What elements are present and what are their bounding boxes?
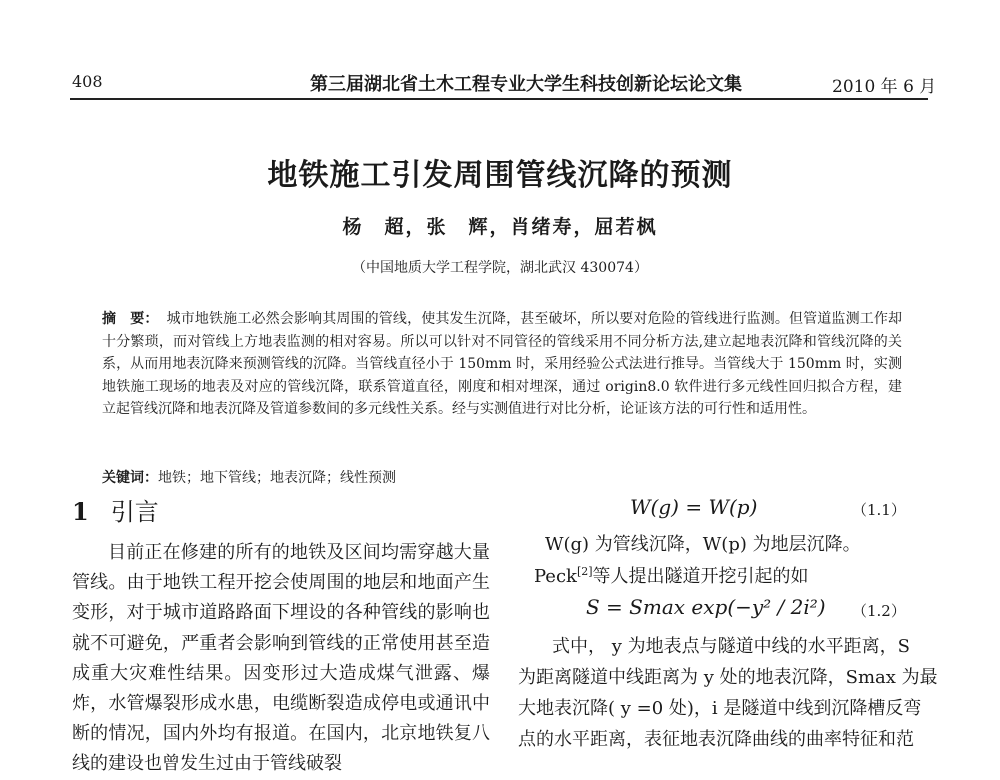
abstract — [102, 308, 902, 421]
right-line-1: 式中， y 为地表点与隧道中线的水平距离，S — [552, 636, 910, 657]
citation-ref: [2] — [576, 565, 593, 578]
equation-1: W(g) = W(p) — [630, 495, 758, 519]
abstract-label: 摘 要： — [102, 311, 159, 327]
right-line-3: 大地表沉降( y =0 处)，i 是隧道中线到沉降槽反弯 — [518, 698, 922, 719]
abstract-text: 城市地铁施工必然会影响其周围的管线，使其发生沉降，甚至破坏，所以要对危险的管线进行监测。但管道监测工作却十分繁琐，而对管线上方地表监测的相对容易。所以可以针对不同管径的管线采用不同分析方法,建立起地表沉降和管线沉降的关系，从而用地表沉降来预测管线的沉降。当管线直径小于 150mm 时，采用经验公式法进行推导。当管线大于 150mm 时，实测地铁施工现场的地表及对应的管线沉降，联系管道直径，刚度和相对埋深，通过 origin8.0 软件进行多元线性回归拟合方程，建立起管线沉降和地表沉降及管道参数间的多元线性关系。经与实测值进行对比分析，论证该方法的可行性和适用性。 — [102, 311, 903, 417]
equation-2-number: （1.2） — [852, 602, 906, 620]
peck-text: 等人提出隧道开挖引起的如 — [592, 566, 809, 587]
keywords — [102, 467, 396, 487]
issue-date: 2010 年 6 月 — [832, 77, 937, 97]
intro-paragraph: 目前正在修建的所有的地铁及区间均需穿越大量管线。由于地铁工程开挖会使周围的地层和地面产生变形，对于城市道路路面下埋设的各种管线的影响也就不可避免，严重者会影响到管线的正常使用甚至造成重大灾难性结果。因变形过大造成煤气泄露、爆炸，水管爆裂形成水患，电缆断裂造成停电或通讯中断的情况，国内外均有报道。在国内，北京地铁复八线的建设也曾发生过由于管线破裂 — [72, 542, 490, 775]
affiliation: （中国地质大学工程学院，湖北武汉 430074） — [352, 260, 648, 276]
equation-1-description: W(g) 为管线沉降，W(p) 为地层沉降。 — [545, 534, 861, 555]
header-rule — [70, 98, 928, 100]
section-number: 1 — [72, 497, 89, 526]
peck-name: Peck — [534, 566, 577, 587]
equation-2: S = Smax exp(−y² / 2i²) — [586, 595, 826, 619]
right-line-4: 点的水平距离，表征地表沉降曲线的曲率特征和范 — [518, 729, 914, 750]
equation-1-number: （1.1） — [852, 501, 906, 519]
journal-title: 第三届湖北省土木工程专业大学生科技创新论坛论文集 — [310, 74, 742, 95]
right-line-2: 为距离隧道中线距离为 y 处的地表沉降，Smax 为最 — [518, 667, 938, 688]
peck-line — [534, 562, 809, 588]
keywords-label: 关键词： — [102, 470, 158, 486]
paper-title: 地铁施工引发周围管线沉降的预测 — [267, 158, 733, 193]
keywords-text: 地铁；地下管线；地表沉降；线性预测 — [158, 470, 396, 486]
section-heading — [72, 492, 159, 527]
authors: 杨 超，张 辉，肖绪寿，屈若枫 — [342, 216, 658, 238]
page-number: 408 — [72, 72, 103, 91]
section-title: 引言 — [110, 498, 159, 526]
